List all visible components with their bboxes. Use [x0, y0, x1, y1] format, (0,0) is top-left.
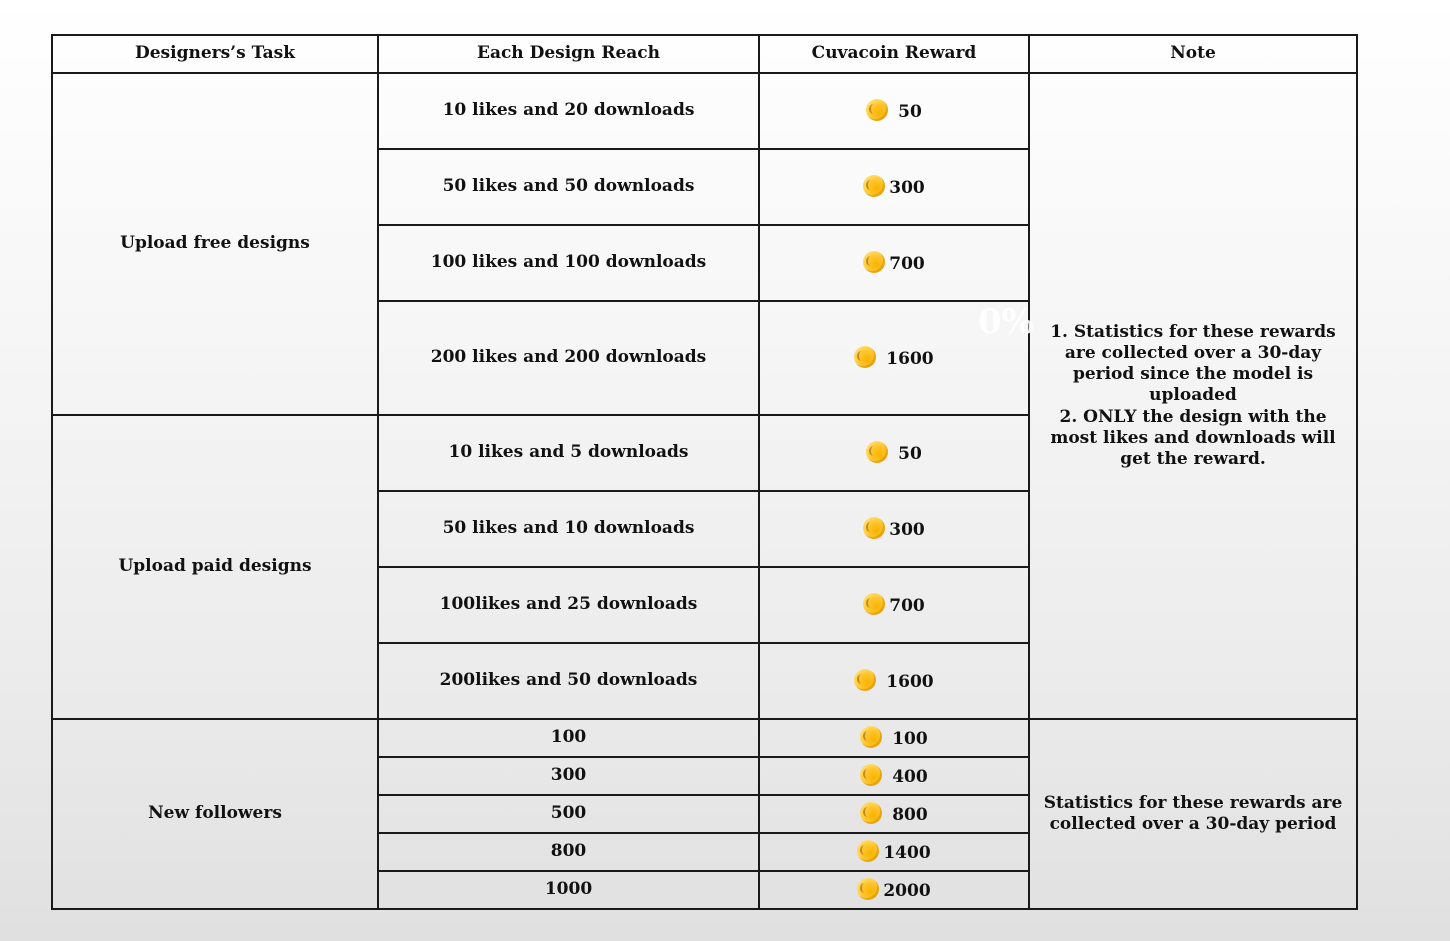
- cuvacoin-icon: [866, 99, 888, 121]
- reward-value: 400: [892, 766, 928, 787]
- reward-value: 700: [889, 253, 925, 274]
- header-row: [52, 35, 1357, 73]
- reward-cell: [759, 757, 1029, 795]
- reward-value: 2000: [883, 880, 931, 901]
- cuvacoin-icon: [857, 840, 879, 862]
- reward-value: 1400: [883, 842, 931, 863]
- note-line-1: 1. Statistics for these rewards are collected over a 30-day period since the model is uploaded: [1050, 321, 1336, 406]
- reward-value: 1600: [886, 671, 934, 692]
- reward-value: 300: [889, 177, 925, 198]
- reward-cell: [759, 415, 1029, 491]
- cuvacoin-icon: [854, 346, 876, 368]
- reach-cell: 500: [378, 795, 759, 833]
- reward-cell: [759, 871, 1029, 909]
- reward-cell: [759, 73, 1029, 149]
- cuvacoin-icon: [866, 441, 888, 463]
- reach-cell: 100likes and 25 downloads: [378, 567, 759, 643]
- reward-value: 800: [892, 804, 928, 825]
- reach-cell: 300: [378, 757, 759, 795]
- reward-cell: [759, 491, 1029, 567]
- cuvacoin-icon: [854, 669, 876, 691]
- reward-cell: [759, 719, 1029, 757]
- reach-cell: 200 likes and 200 downloads: [378, 301, 759, 415]
- task-cell: Upload paid designs: [52, 415, 378, 719]
- reward-cell: [759, 833, 1029, 871]
- task-cell: Upload free designs: [52, 73, 378, 415]
- reach-cell: 50 likes and 10 downloads: [378, 491, 759, 567]
- reach-cell: 200likes and 50 downloads: [378, 643, 759, 719]
- header-task: Designers’s Task: [52, 35, 378, 73]
- cuvacoin-icon: [860, 802, 882, 824]
- reward-value: 300: [889, 519, 925, 540]
- reach-cell: 10 likes and 20 downloads: [378, 73, 759, 149]
- cuvacoin-icon: [863, 251, 885, 273]
- reward-value: 1600: [886, 348, 934, 369]
- reward-cell: [759, 567, 1029, 643]
- reach-cell: 100: [378, 719, 759, 757]
- cuvacoin-icon: [863, 175, 885, 197]
- header-reward: Cuvacoin Reward: [759, 35, 1029, 73]
- reward-value: 50: [898, 443, 922, 464]
- reward-value: 100: [892, 728, 928, 749]
- header-reach: Each Design Reach: [378, 35, 759, 73]
- cuvacoin-icon: [863, 593, 885, 615]
- watermark-text: 0%: [978, 302, 1034, 342]
- cuvacoin-icon: [860, 726, 882, 748]
- table-row: [52, 73, 1357, 149]
- reward-value: 700: [889, 595, 925, 616]
- reward-cell: [759, 643, 1029, 719]
- note-cell-designs: [1029, 73, 1357, 719]
- reward-value: 50: [898, 101, 922, 122]
- reach-cell: 10 likes and 5 downloads: [378, 415, 759, 491]
- table-row: [52, 719, 1357, 757]
- cuvacoin-icon: [863, 517, 885, 539]
- header-note: Note: [1029, 35, 1357, 73]
- cuvacoin-icon: [857, 878, 879, 900]
- reach-cell: 800: [378, 833, 759, 871]
- reward-cell: [759, 225, 1029, 301]
- task-cell: New followers: [52, 719, 378, 909]
- reach-cell: 50 likes and 50 downloads: [378, 149, 759, 225]
- cuvacoin-icon: [860, 764, 882, 786]
- reach-cell: 100 likes and 100 downloads: [378, 225, 759, 301]
- reach-cell: 1000: [378, 871, 759, 909]
- note-line-2: 2. ONLY the design with the most likes and downloads will get the reward.: [1050, 406, 1336, 470]
- rewards-table: [51, 34, 1358, 910]
- reward-cell: [759, 149, 1029, 225]
- note-cell-followers: Statistics for these rewards are collected over a 30-day period: [1029, 719, 1357, 909]
- reward-cell: [759, 795, 1029, 833]
